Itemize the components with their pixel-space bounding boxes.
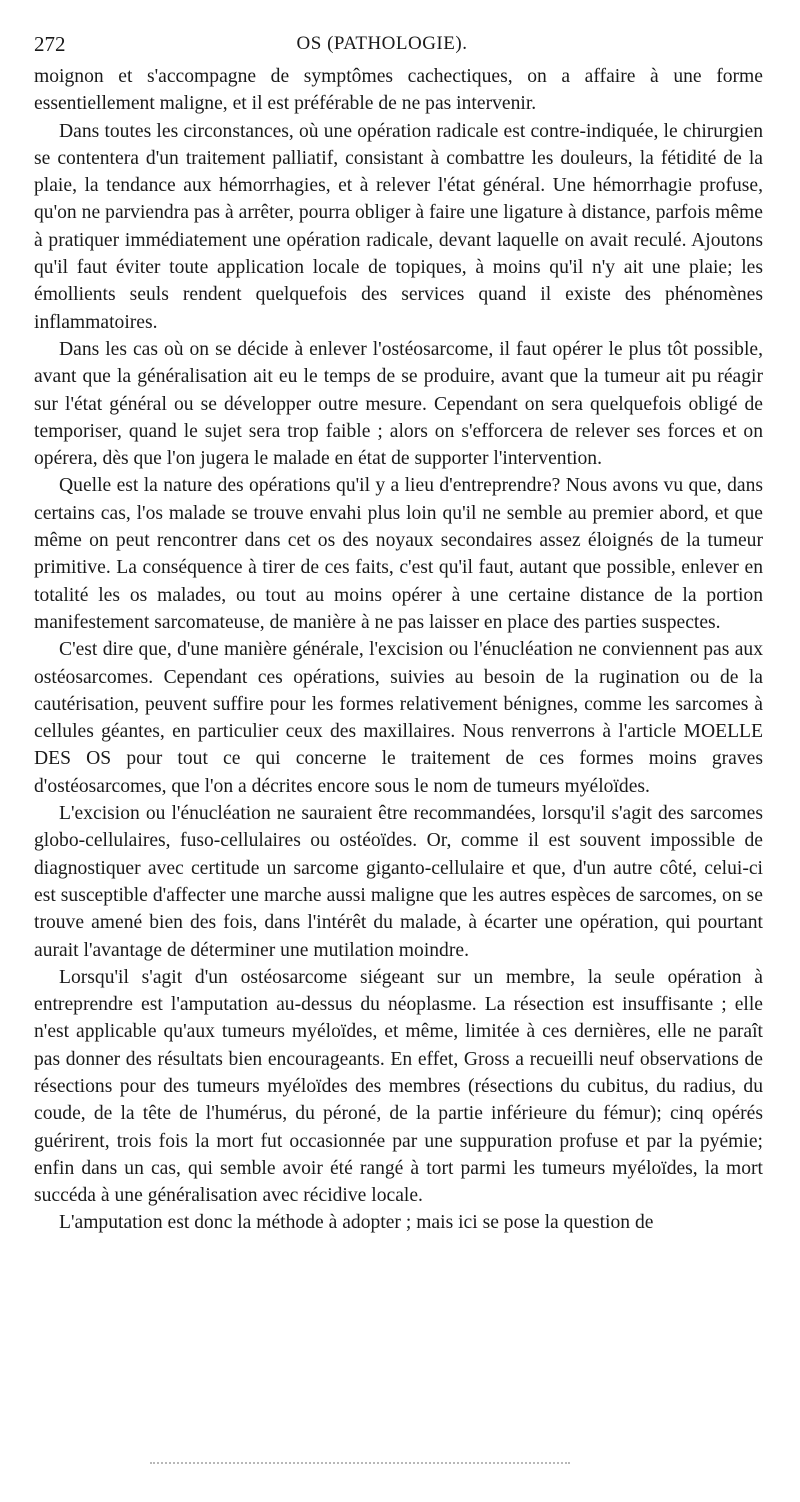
paragraph-continuation: moignon et s'accompagne de symptômes cachectiques, on a affaire à une forme essentiellement maligne, et il est préférable de ne pas intervenir. xyxy=(34,66,763,115)
paragraph-sarcoma-types: L'excision ou l'énucléation ne sauraient être recommandées, lorsqu'il s'agit des sarcomes globo-cellulaires, fuso-cellulaires ou ostéoïdes. Or, comme il est souvent impossible de diagnostiquer avec certitude un sarcome giganto-cellulaire et que, d'un autre côté, celui-ci est susceptible d'affecter une marche aussi maligne que les autres espèces de sarcomes, on se trouve amené bien des fois, dans l'intérêt du malade, à écarter une opération, qui pourtant aurait l'avantage de déterminer une mutilation moindre. xyxy=(34,803,763,961)
body-text xyxy=(34,63,763,1237)
paragraph-nature-of-operations: Quelle est la nature des opérations qu'il y a lieu d'entreprendre? Nous avons vu que, dans certains cas, l'os malade se trouve envahi plus loin qu'il ne semble au premier abord, et que même on peut rencontrer dans cet os des noyaux secondaires assez éloignés de la tumeur primitive. La conséquence à tirer de ces faits, c'est qu'il faut, autant que possible, enlever en totalité les os malades, ou tout au moins opérer à une certaine distance de la portion manifestement sarcomateuse, de manière à ne pas laisser en place des parties suspectes. xyxy=(34,475,763,633)
paragraph-amputation: Lorsqu'il s'agit d'un ostéosarcome siégeant sur un membre, la seule opération à entreprendre est l'amputation au-dessus du néoplasme. La résection est insuffisante ; elle n'est applicable qu'aux tumeurs myéloïdes, et même, limitée à ces dernières, elle ne paraît pas donner des résultats bien encourageants. En effet, Gross a recueilli neuf observations de résections pour des tumeurs myéloïdes des membres (résections du cubitus, du radius, du coude, de la tête de l'humérus, du péroné, de la partie inférieure du fémur); cinq opérés guérirent, trois fois la mort fut occasionnée par une suppuration profuse et par la pyémie; enfin dans un cas, qui semble avoir été rangé à tort parmi les tumeurs myéloïdes, la mort succéda à une généralisation avec récidive locale. xyxy=(34,966,763,1207)
page-number: 272 xyxy=(34,32,66,56)
footer-scan-artifact xyxy=(150,1462,570,1468)
running-title: OS (PATHOLOGIE). xyxy=(296,33,468,54)
paragraph-excision-enucleation: C'est dire que, d'une manière générale, l'excision ou l'énucléation ne conviennent pas aux ostéosarcomes. Cependant ces opérations, suivies au besoin de la rugination ou de la cautérisation, peuvent suffire pour les formes relativement bénignes, comme les sarcomes à cellules géantes, en particulier ceux des maxillaires. Nous renverrons à l'article MOELLE DES OS pour tout ce qui concerne le traitement de ces formes moins graves d'ostéosarcomes, que l'on a décrites encore sous le nom de tumeurs myéloïdes. xyxy=(34,639,763,797)
running-head xyxy=(34,31,760,57)
paragraph-palliative-treatment: Dans toutes les circonstances, où une opération radicale est contre-indiquée, le chirurgien se contentera d'un traitement palliatif, consistant à combattre les douleurs, la fétidité de la plaie, la tendance aux hémorrhagies, et à relever l'état général. Une hémorrhagie profuse, qu'on ne parviendra pas à arrêter, pourra obliger à faire une ligature à distance, parfois même à pratiquer immédiatement une opération radicale, devant laquelle on avait reculé. Ajoutons qu'il faut éviter toute application locale de topiques, à moins qu'il n'y ait une plaie; les émollients seuls rendent quelquefois des services quand il existe des phénomènes inflammatoires. xyxy=(34,120,763,333)
paragraph-early-operation: Dans les cas où on se décide à enlever l'ostéosarcome, il faut opérer le plus tôt possible, avant que la généralisation ait eu le temps de se produire, avant que la tumeur ait pu réagir sur l'état général ou se développer outre mesure. Cependant on sera quelquefois obligé de temporiser, quand le sujet sera trop faible ; alors on s'efforcera de relever ses forces et on opérera, dès que l'on jugera le malade en état de supporter l'intervention. xyxy=(34,338,763,470)
paragraph-method-question: L'amputation est donc la méthode à adopter ; mais ici se pose la question de xyxy=(59,1212,654,1234)
